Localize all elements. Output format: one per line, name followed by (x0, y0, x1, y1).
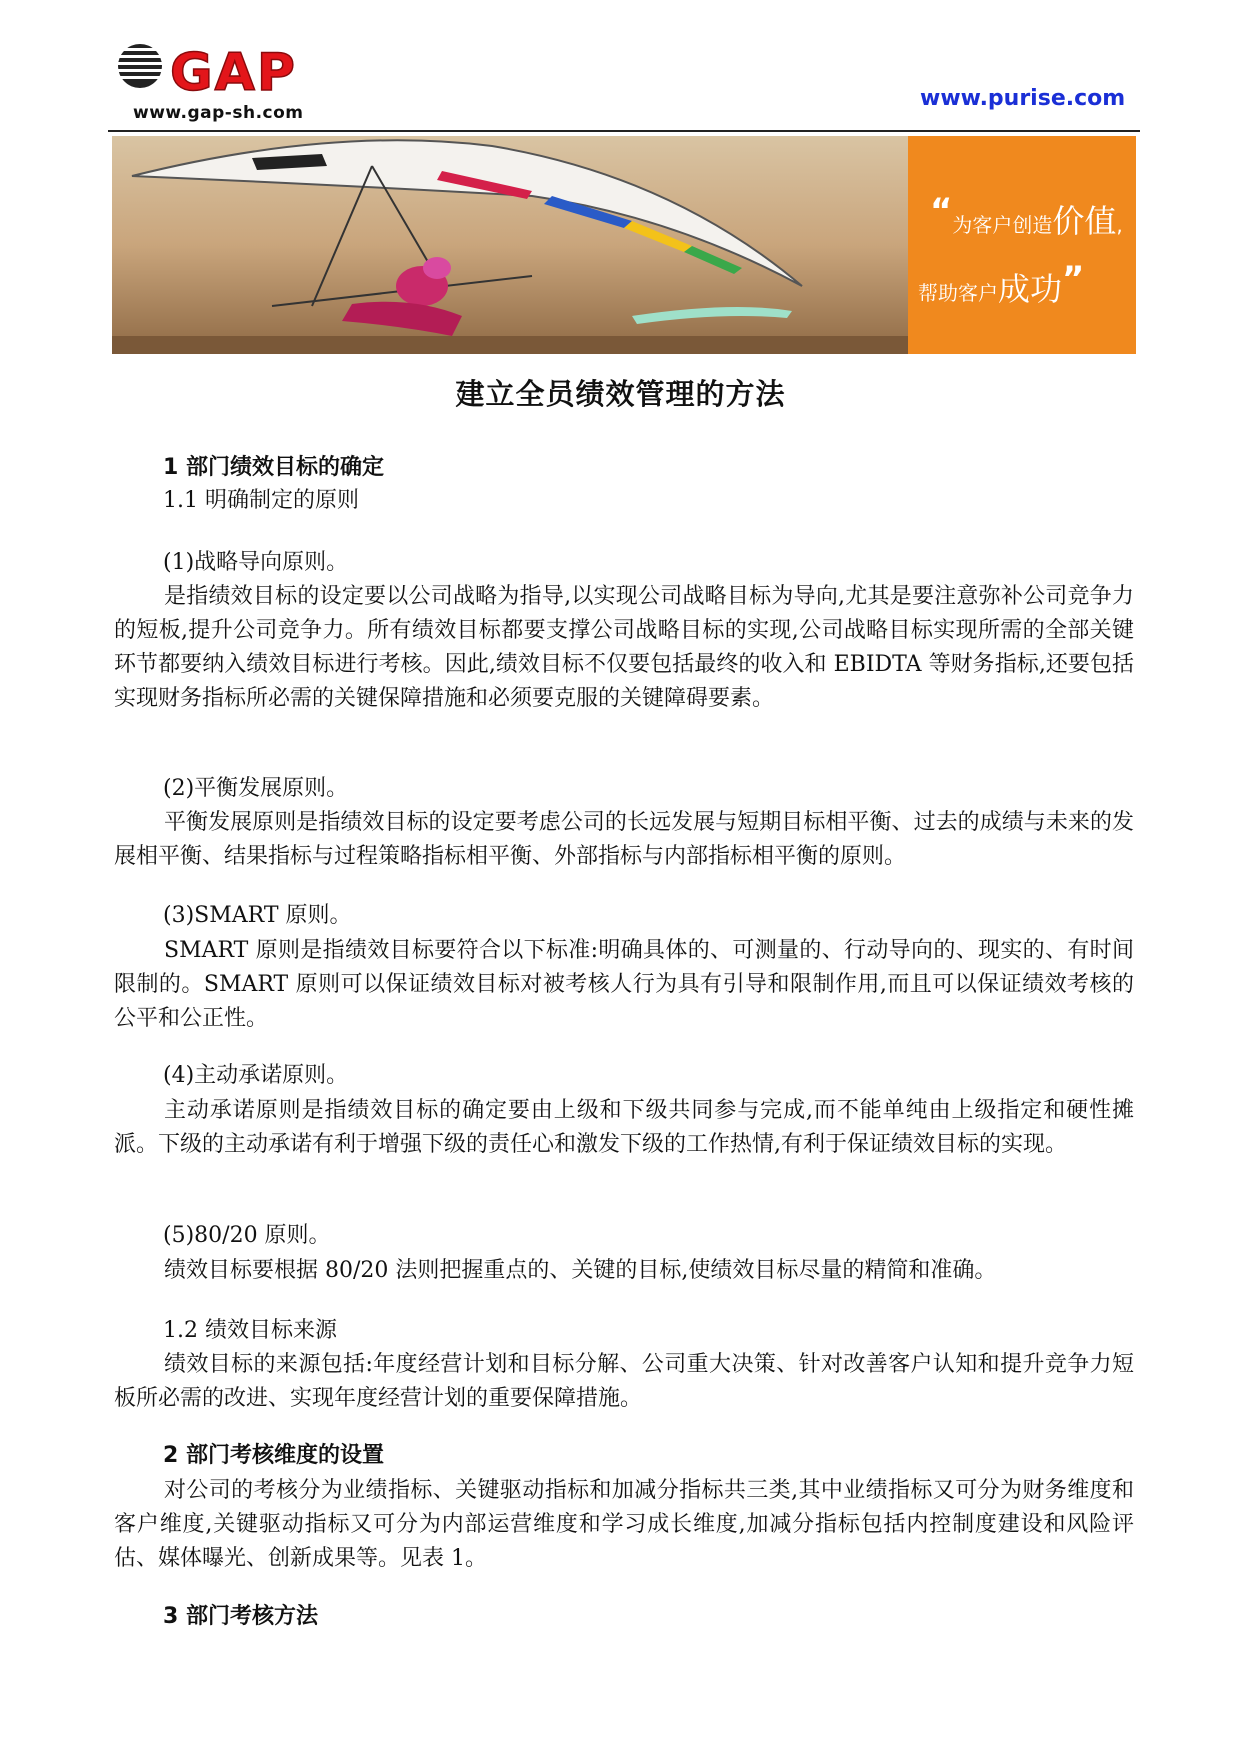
principle-2-text: 平衡发展原则是指绩效目标的设定要考虑公司的长远发展与短期目标相平衡、过去的成绩与未来的发展相平衡、结果指标与过程策略指标相平衡、外部指标与内部指标相平衡的原则。 (114, 810, 1134, 869)
section-2-text: 对公司的考核分为业绩指标、关键驱动指标和加减分指标共三类,其中业绩指标又可分为财务维度和客户维度,关键驱动指标又可分为内部运营维度和学习成长维度,加减分指标包括内控制度建设和风险评估、媒体曝光、创新成果等。见表 1。 (114, 1478, 1134, 1571)
slogan-line-1: “为客户创造价值, (930, 191, 1123, 240)
principle-5-text: 绩效目标要根据 80/20 法则把握重点的、关键的目标,使绩效目标尽量的精简和准确。 (164, 1258, 997, 1283)
globe-icon (118, 44, 162, 88)
banner (112, 136, 1136, 354)
page-title: 建立全员绩效管理的方法 (455, 377, 786, 411)
principle-3-text: SMART 原则是指绩效目标要符合以下标准:明确具体的、可测量的、行动导向的、现实的、有时间限制的。SMART 原则可以保证绩效目标对被考核人行为具有引导和限制作用,而且可以保证绩效考核的公平和公正性。 (114, 938, 1134, 1031)
gap-logo-graphic (112, 34, 337, 104)
slogan-line-1-small: 为客户创造 (952, 213, 1053, 237)
section-1-2-text: 绩效目标的来源包括:年度经营计划和目标分解、公司重大决策、针对改善客户认知和提升竞争力短板所必需的改进、实现年度经营计划的重要保障措施。 (114, 1352, 1134, 1411)
principle-4-label: (4)主动承诺原则。 (163, 1063, 349, 1088)
hang-glider-image (112, 136, 908, 354)
header-divider (108, 130, 1140, 132)
principle-1-text: 是指绩效目标的设定要以公司战略为指导,以实现公司战略目标为导向,尤其是要注意弥补公司竞争力的短板,提升公司竞争力。所有绩效目标都要支撑公司战略目标的实现,公司战略目标实现所需的全部关键环节都要纳入绩效目标进行考核。因此,绩效目标不仅要包括最终的收入和 EBIDTA 等财务指标,还要包括实现财务指标所必需的关键保障措施和必须要克服的关键障碍要素。 (114, 584, 1134, 711)
section-3-heading: 3 部门考核方法 (163, 1604, 318, 1629)
slogan-line-2-big: 成功 (998, 270, 1063, 308)
slogan-panel (908, 136, 1136, 354)
section-1-heading: 1 部门绩效目标的确定 (163, 455, 384, 480)
section-1-2-heading: 1.2 绩效目标来源 (163, 1318, 337, 1343)
slogan-line-2: 帮助客户成功” (918, 259, 1085, 308)
logo-url: www.gap-sh.com (133, 103, 304, 123)
logo-text: GAP (170, 43, 298, 103)
principle-3-label: (3)SMART 原则。 (163, 903, 352, 928)
site-url-link[interactable]: www.purise.com (920, 86, 1126, 111)
section-2-heading: 2 部门考核维度的设置 (163, 1443, 384, 1468)
slogan-line-2-small: 帮助客户 (918, 281, 998, 305)
principle-4-text: 主动承诺原则是指绩效目标的确定要由上级和下级共同参与完成,而不能单纯由上级指定和硬性摊派。下级的主动承诺有利于增强下级的责任心和激发下级的工作热情,有利于保证绩效目标的实现。 (114, 1098, 1134, 1157)
principle-1-label: (1)战略导向原则。 (163, 550, 349, 575)
principle-5-label: (5)80/20 原则。 (163, 1223, 331, 1248)
slogan-line-1-big: 价值 (1052, 202, 1117, 240)
section-1-1-heading: 1.1 明确制定的原则 (163, 488, 359, 513)
principle-2-label: (2)平衡发展原则。 (163, 776, 349, 801)
